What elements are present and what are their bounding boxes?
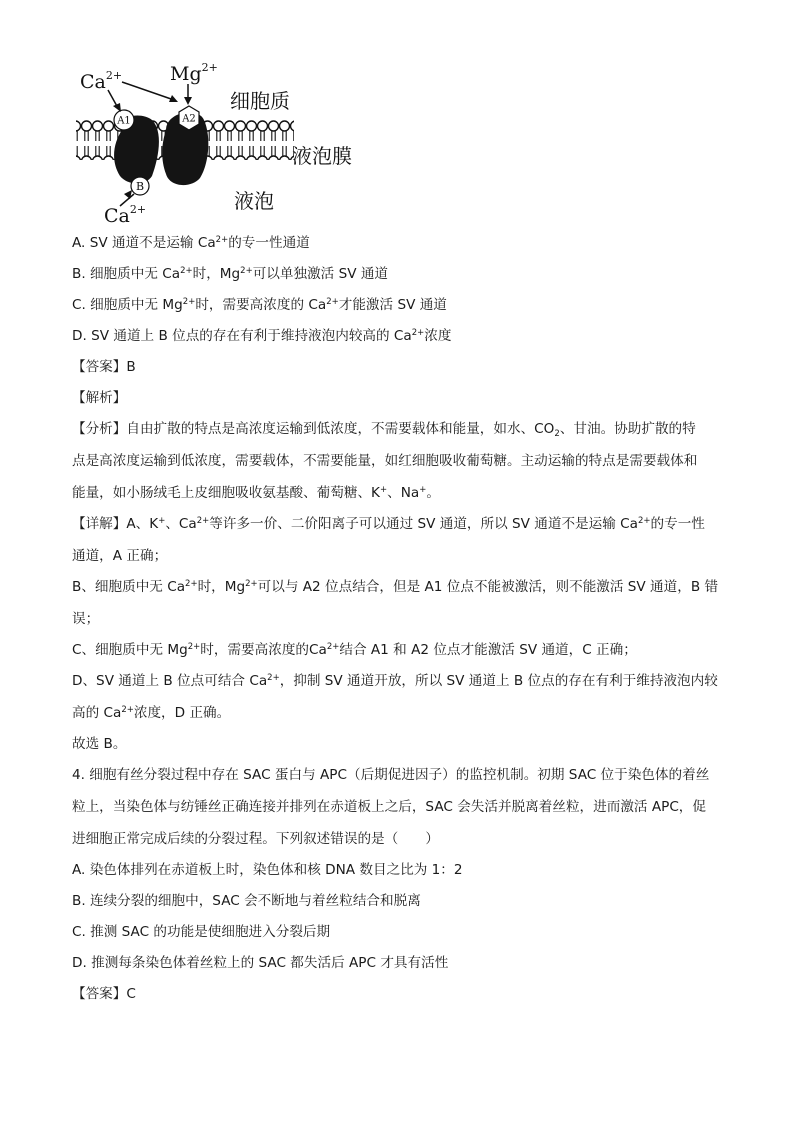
label-vacuole: 液泡: [234, 189, 274, 213]
ion-label-ca-bottom: $Ca^{2+}$: [104, 203, 147, 227]
ion-label-ca-top: $Ca^{2+}$: [80, 69, 123, 93]
q4-option-b: B. 连续分裂的细胞中，SAC 会不断地与着丝粒结合和脱离: [72, 893, 421, 909]
site-a2-label: A2: [182, 113, 196, 125]
q4-stem-line-1: 4. 细胞有丝分裂过程中存在 SAC 蛋白与 APC（后期促进因子）的监控机制。初期 SAC 位于染色体的着丝: [72, 767, 710, 783]
q3-xiangjie-line-2: 通道，A 正确；: [72, 548, 168, 564]
q3-option-a: A. SV 通道不是运输 $Ca^{2+}$的专一性通道: [72, 235, 310, 251]
q3-fenxi-line-2: 点是高浓度运输到低浓度，需要载体，不需要能量，如红细胞吸收葡萄糖。主动运输的特点是需要载体和: [72, 453, 698, 469]
ion-label-mg: $Mg^{2+}$: [170, 61, 218, 85]
q3-analysis-heading: 【解析】: [72, 390, 127, 406]
q4-stem-line-3: 进细胞正常完成后续的分裂过程。下列叙述错误的是（ ）: [72, 831, 440, 847]
q3-xiangjie-d-line-2: 高的 $Ca^{2+}$浓度，D 正确。: [72, 705, 231, 721]
q3-xiangjie-b-line-1: B、细胞质中无 $Ca^{2+}$时，$Mg^{2+}$可以与 A2 位点结合，但是 A1 位点不能被激活，则不能激活 SV 通道，B 错: [72, 579, 719, 595]
q3-fenxi-line-1: 【分析】自由扩散的特点是高浓度运输到低浓度，不需要载体和能量，如水、$CO_2$、甘油。协助扩散的特: [72, 421, 696, 439]
q3-conclusion: 故选 B。: [72, 736, 127, 752]
q4-option-d: D. 推测每条染色体着丝粒上的 SAC 都失活后 APC 才具有活性: [72, 955, 449, 971]
q4-answer: 【答案】C: [72, 986, 136, 1002]
q3-option-b: B. 细胞质中无 $Ca^{2+}$时，$Mg^{2+}$可以单独激活 SV 通道: [72, 266, 389, 282]
q3-option-c: C. 细胞质中无 $Mg^{2+}$时，需要高浓度的 $Ca^{2+}$才能激活 SV 通道: [72, 297, 447, 313]
label-cytoplasm: 细胞质: [230, 89, 290, 113]
document-body: [72, 230, 727, 1004]
q3-fenxi-line-3: 能量，如小肠绒毛上皮细胞吸收氨基酸、葡萄糖、K+、Na+。: [72, 485, 440, 501]
q4-stem-line-2: 粒上，当染色体与纺锤丝正确连接并排列在赤道板上之后，SAC 会失活并脱离着丝粒，进而激活 APC，促: [72, 799, 706, 815]
label-vacuole-membrane: 液泡膜: [292, 144, 352, 168]
q3-xiangjie-b-line-2: 误；: [72, 611, 100, 627]
q3-xiangjie-d-line-1: D、SV 通道上 B 位点可结合 $Ca^{2+}$，抑制 SV 通道开放，所以 SV 通道上 B 位点的存在有利于维持液泡内较: [72, 673, 718, 689]
q4-option-a: A. 染色体排列在赤道板上时，染色体和核 DNA 数目之比为 1：2: [72, 862, 463, 878]
sv-channel-diagram: [70, 60, 370, 230]
q3-xiangjie-line-1: 【详解】A、K+、$Ca^{2+}$等许多一价、二价阳离子可以通过 SV 通道，所以 SV 通道不是运输 $Ca^{2+}$的专一性: [72, 516, 705, 532]
q3-answer: 【答案】B: [72, 359, 136, 375]
q3-option-d: D. SV 通道上 B 位点的存在有利于维持液泡内较高的 $Ca^{2+}$浓度: [72, 328, 452, 344]
site-a1-label: A1: [117, 115, 131, 127]
site-b-label: B: [135, 180, 145, 193]
q3-xiangjie-c-line-1: C、细胞质中无 $Mg^{2+}$时，需要高浓度的$Ca^{2+}$结合 A1 和 A2 位点才能激活 SV 通道，C 正确；: [72, 642, 637, 658]
q4-option-c: C. 推测 SAC 的功能是使细胞进入分裂后期: [72, 924, 331, 940]
